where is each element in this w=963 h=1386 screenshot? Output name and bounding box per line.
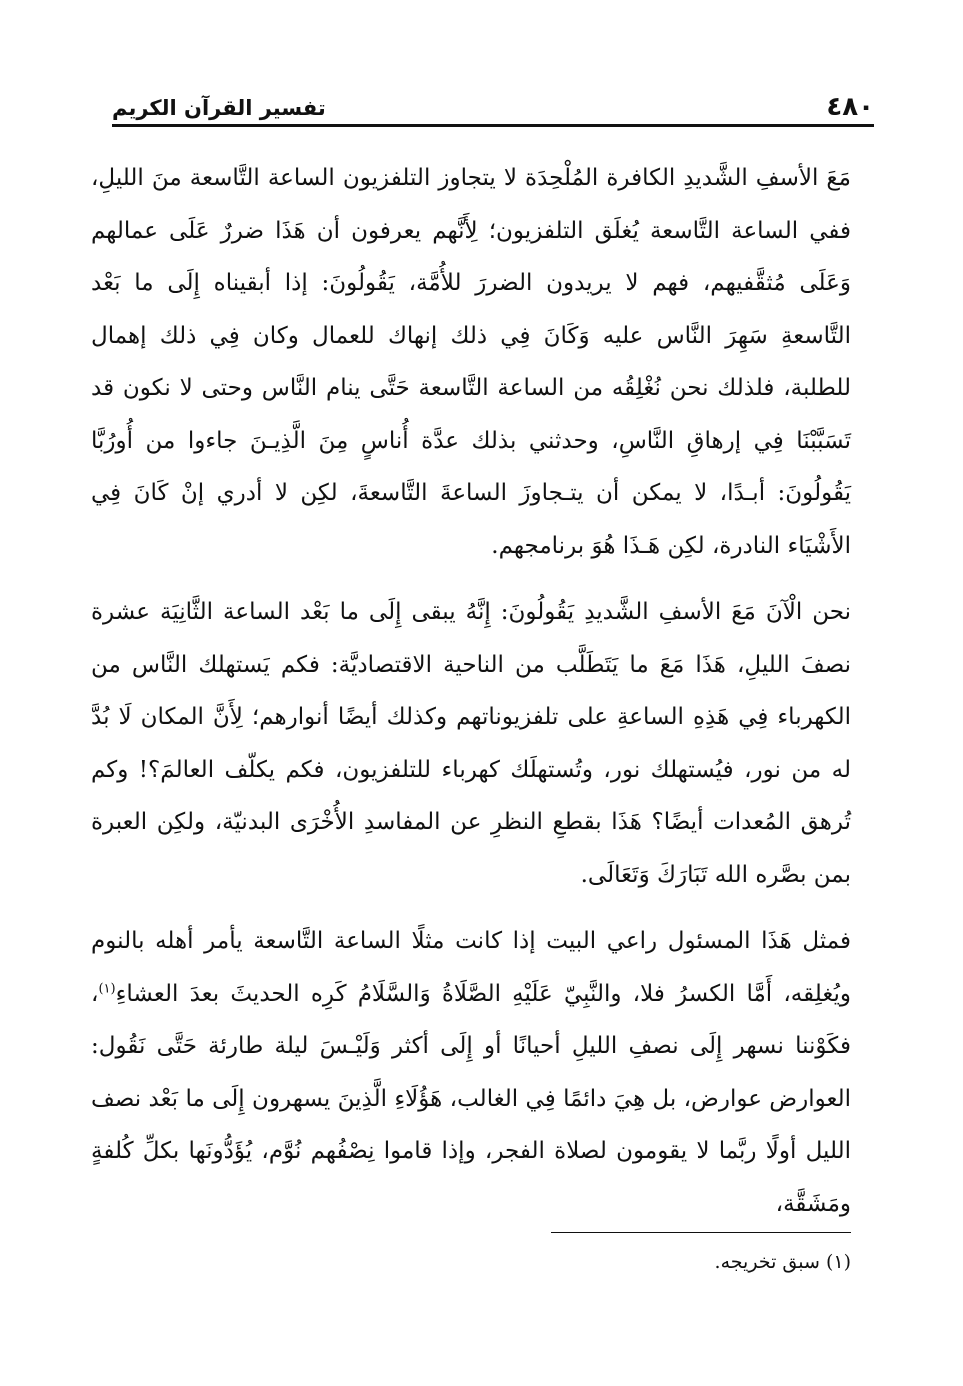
page-header [112, 92, 874, 126]
header-divider [112, 124, 874, 127]
main-text [91, 152, 851, 1230]
footnote-divider [551, 1232, 851, 1233]
footnote: (١) سبق تخريجه. [714, 1251, 851, 1273]
paragraph-1: مَعَ الأسفِ الشَّديدِ الكافرة المُلْحِدَة لا يتجاوز التلفزيون الساعة التَّاسعة منَ الليلِ، ففي الساعة التَّاسعة يُغلَق التلفزيون؛ لِأَنَّهم يعرفون أن هَذَا ضررٌ عَلَى عمالهم وَعَلَى مُثقَّفيهم، فهم لا يريدون الضررَ للأُمَّة، يَقُولُونَ: إذا أبقيناه إِلَى ما بَعْد التَّاسعةِ سَهِرَ النَّاس عليه وَكَانَ فِي ذلك إنهاك للعمال وكان فِي ذلك إهمال للطلبة، فلذلك نحن نُغْلِقُه من الساعة التَّاسعة حَتَّى ينام النَّاس وحتى لا نكون قد تَسَبَّبْنَا فِي إرهاقِ النَّاسِ، وحدثني بذلك عدَّة أُناسٍ مِنَ الَّذِيـنَ جاءوا من أُورُبَّا يَقُولُونَ: أبـدًا، لا يمكن أن يتـجاوزَ الساعةَ التَّاسعةَ، لكِن لا أدري إنْ كَانَ فِي الأَشْيَاء النادرة، لكِن هَـذَا هُوَ برنامجهم. [91, 165, 851, 559]
paragraph-3 [91, 915, 851, 1230]
paragraph-3-text-after: ، فكَوْننا نسهر إِلَى نصفِ الليلِ أحيانًا أو إِلَى أكثر وَلَيْـسَ ليلة طارئة حَتَّى نَقُول: العوارض عوارض، بل هِيَ دائمًا فِي الغالب، هَؤُلَاءِ الَّذِينَ يسهرون إِلَى ما بَعْد نصف الليل أولًا ربَّما لا يقومون لصلاة الفجر، وإذا قاموا نِصْفُهم نُوَّم، يُؤَدُّونَها بكلِّ كُلفةٍ ومَشَقَّة، [91, 980, 851, 1217]
paragraph-3-text-before: فمثل هَذَا المسئول راعي البيت إذا كانت مثلًا الساعة التَّاسعة يأمر أهله بالنوم ويُغلِقه، أَمَّا الكسرُ فلا، والنَّبِيّ عَلَيْهِ الصَّلَاةُ وَالسَّلَامُ كَرِه الحديثَ بعدَ العشاءِ [91, 928, 851, 1007]
running-title: تفسير القرآن الكريم [112, 96, 326, 120]
footnote-reference[interactable]: (١) [98, 980, 116, 996]
paragraph-2: نحن الْآنَ مَعَ الأسفِ الشَّديدِ يَقُولُونَ: إِنَّهُ يبقى إِلَى ما بَعْد الساعة الثَّانِيَة عشرة نصفَ الليلِ، هَذَا مَعَ ما يَتَطَلَّب من الناحية الاقتصاديَّة: فكم يَستهلك النَّاس من الكهرباء فِي هَذِهِ الساعةِ على تلفزيوناتهم وكذلك أيضًا أنوارهم؛ لِأَنَّ المكان لَا بُدَّ له من نور، فيُستهلك نور، وتُستهلَك كهرباء للتلفزيون، فكم يكلّف العالمَ؟! وكم تُرهق المُعدات أيضًا؟ هَذَا بقطعِ النظرِ عن المفاسدِ الأُخْرَى البدنيّة، ولكِن العبرة بمن بصَّره الله تَبَارَكَ وَتَعَالَى. [91, 599, 851, 888]
page-number: ٤٨٠ [826, 92, 874, 122]
